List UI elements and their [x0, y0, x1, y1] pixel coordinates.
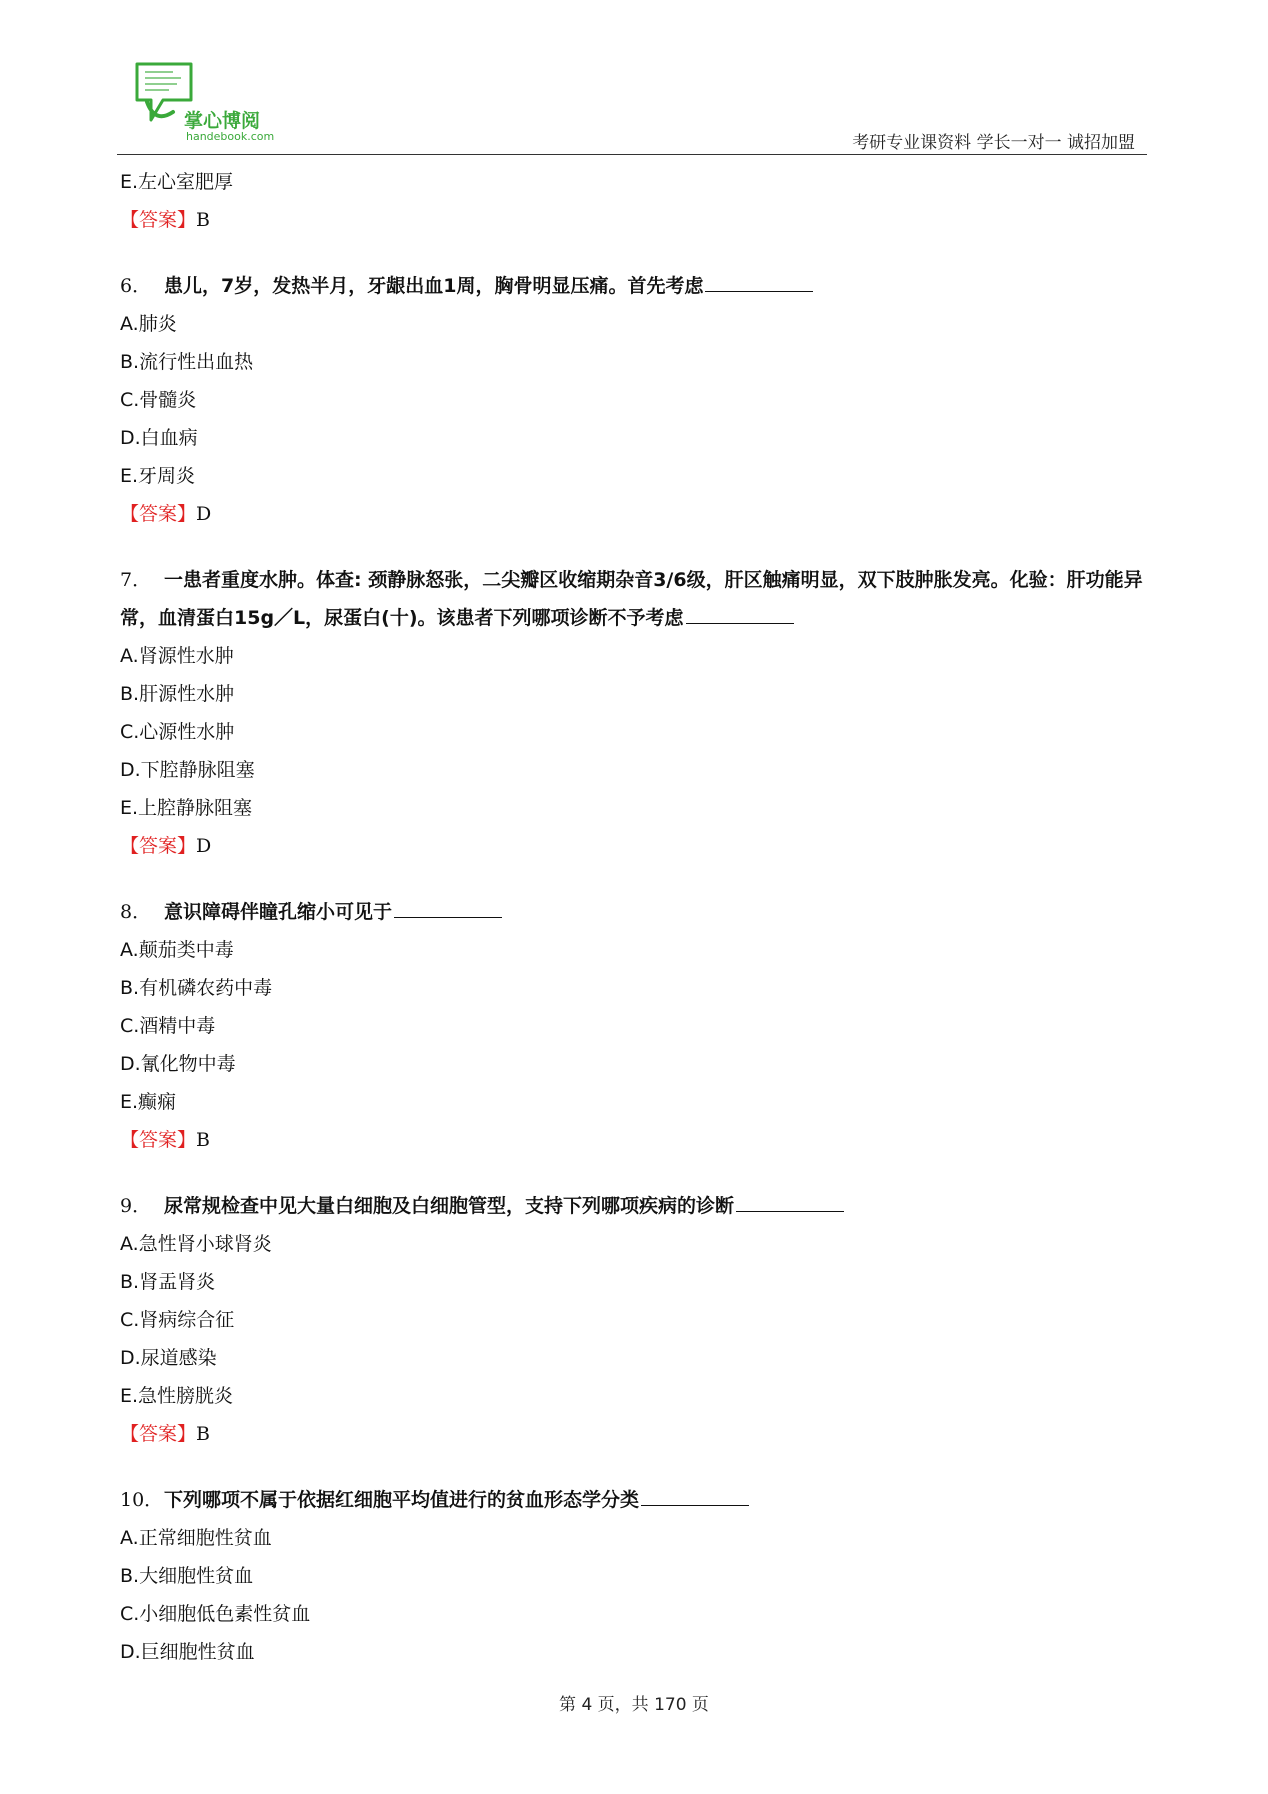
- answer-blank: [641, 1485, 749, 1506]
- spacer: [120, 533, 1150, 561]
- question-number: 10．: [120, 1489, 164, 1511]
- option-line: E.上腔静脉阻塞: [120, 797, 253, 819]
- option-line: A.肺炎: [120, 313, 177, 335]
- answer-tag: 【答案】: [120, 209, 197, 231]
- question-text: 意识障碍伴瞳孔缩小可见于: [164, 901, 393, 923]
- question-number: 7．: [120, 569, 152, 591]
- answer-value: B: [196, 1129, 210, 1151]
- option-line: C.小细胞低色素性贫血: [120, 1603, 311, 1625]
- question-stem: [120, 561, 1150, 637]
- option-line: A.正常细胞性贫血: [120, 1527, 272, 1549]
- option-line: C.酒精中毒: [120, 1015, 216, 1037]
- option-line: C.心源性水肿: [120, 721, 235, 743]
- question-number: 6．: [120, 275, 152, 297]
- header-divider: [117, 154, 1147, 155]
- question-stem: [120, 267, 1150, 305]
- question-stem: [120, 893, 1150, 931]
- spacer: [120, 239, 1150, 267]
- option-line: B.流行性出血热: [120, 351, 254, 373]
- answer-line: [120, 1121, 1150, 1159]
- answer-line: [120, 201, 1150, 239]
- question-number: 8．: [120, 901, 152, 923]
- header-slogan: 考研专业课资料 学长一对一 诚招加盟: [852, 133, 1135, 153]
- answer-tag: 【答案】: [120, 1423, 197, 1445]
- answer-blank: [394, 897, 502, 918]
- option-line: D.尿道感染: [120, 1347, 217, 1369]
- option-line: D.白血病: [120, 427, 198, 449]
- page-content: [120, 163, 1150, 1671]
- answer-value: D: [196, 503, 212, 525]
- logo-chinese-text: 掌心博阅: [184, 110, 261, 132]
- option-line: A.急性肾小球肾炎: [120, 1233, 272, 1255]
- answer-line: [120, 495, 1150, 533]
- spacer: [120, 1159, 1150, 1187]
- option-line: B.有机磷农药中毒: [120, 977, 273, 999]
- option-line: E.癫痫: [120, 1091, 177, 1113]
- spacer: [120, 1453, 1150, 1481]
- answer-line: [120, 827, 1150, 865]
- question-text: 尿常规检查中见大量白细胞及白细胞管型，支持下列哪项疾病的诊断: [164, 1195, 735, 1217]
- option-line: C.骨髓炎: [120, 389, 197, 411]
- option-line: E.左心室肥厚: [120, 171, 234, 193]
- answer-line: [120, 1415, 1150, 1453]
- answer-tag: 【答案】: [120, 1129, 197, 1151]
- option-line: A.颠茄类中毒: [120, 939, 234, 961]
- option-line: C.肾病综合征: [120, 1309, 235, 1331]
- spacer: [120, 865, 1150, 893]
- answer-blank: [686, 603, 794, 624]
- logo-domain-text: handebook.com: [186, 130, 275, 143]
- option-line: E.急性膀胱炎: [120, 1385, 234, 1407]
- option-line: D.氰化物中毒: [120, 1053, 236, 1075]
- answer-tag: 【答案】: [120, 835, 197, 857]
- page-header: [117, 60, 1147, 156]
- question-stem: [120, 1481, 1150, 1519]
- answer-blank: [736, 1191, 844, 1212]
- question-text: 下列哪项不属于依据红细胞平均值进行的贫血形态学分类: [164, 1489, 640, 1511]
- option-line: B.肝源性水肿: [120, 683, 235, 705]
- question-stem: [120, 1187, 1150, 1225]
- question-number: 9．: [120, 1195, 152, 1217]
- question-text: 患儿，7岁，发热半月，牙龈出血1周，胸骨明显压痛。首先考虑: [164, 275, 704, 297]
- answer-blank: [705, 271, 813, 292]
- option-line: B.大细胞性贫血: [120, 1565, 254, 1587]
- page-number-footer: 第 4 页，共 170 页: [559, 1695, 709, 1715]
- answer-value: B: [196, 1423, 210, 1445]
- answer-value: B: [196, 209, 210, 231]
- option-line: A.肾源性水肿: [120, 645, 234, 667]
- option-line: B.肾盂肾炎: [120, 1271, 216, 1293]
- answer-tag: 【答案】: [120, 503, 197, 525]
- answer-value: D: [196, 835, 212, 857]
- option-line: D.下腔静脉阻塞: [120, 759, 255, 781]
- option-line: E.牙周炎: [120, 465, 196, 487]
- option-line: D.巨细胞性贫血: [120, 1641, 255, 1663]
- question-text: 一患者重度水肿。体查: 颈静脉怒张，二尖瓣区收缩期杂音3/6级，肝区触痛明显，双下肢肿胀发亮。化验：肝功能异常，血清蛋白15g／L，尿蛋白(十)。该患者下列哪项诊断不予考虑: [120, 569, 1143, 629]
- handebook-logo: [133, 62, 283, 146]
